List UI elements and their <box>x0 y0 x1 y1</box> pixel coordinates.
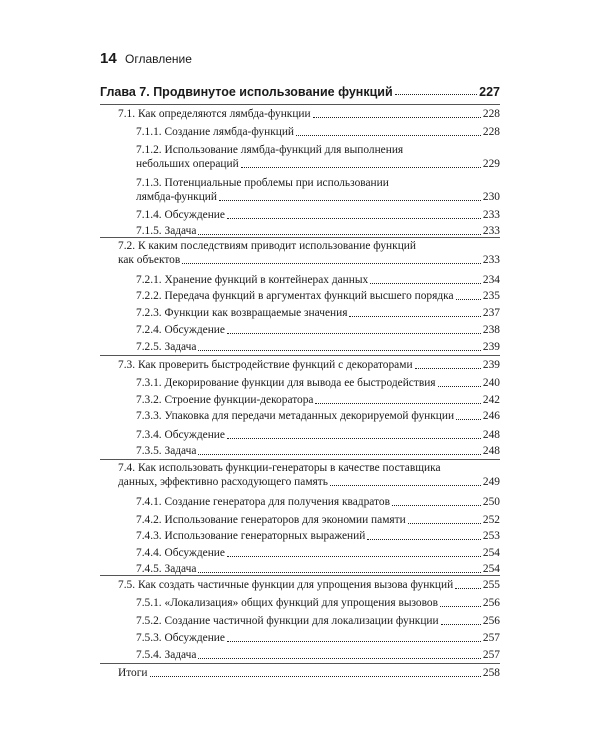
toc-section-entry <box>100 104 500 122</box>
entry-page-number: 235 <box>482 290 500 302</box>
dot-leader <box>198 658 480 659</box>
entry-page-number: 255 <box>482 579 500 591</box>
toc-section-entry <box>100 575 500 593</box>
entry-page-number: 246 <box>482 410 500 422</box>
entry-row <box>136 444 500 458</box>
entry-text-cont: небольших операций <box>136 158 239 170</box>
entry-text: Потенциальные проблемы при использовании <box>164 177 389 189</box>
entry-page-number: 239 <box>482 341 500 353</box>
entry-number: 7.5.2. <box>136 615 162 627</box>
dot-leader <box>440 606 481 607</box>
entry-page-number: 248 <box>482 429 500 441</box>
entry-row <box>118 475 500 489</box>
entry-text: Обсуждение <box>164 324 225 336</box>
dot-leader <box>227 556 481 557</box>
entry-row <box>136 495 500 509</box>
entry-text: Упаковка для передачи метаданных декорируемой функции <box>164 410 455 422</box>
entry-number: 7.4.1. <box>136 496 162 508</box>
entry-title-line2 <box>118 476 328 489</box>
entry-row <box>136 157 500 171</box>
entry-title-line2 <box>118 254 180 267</box>
entry-number: 7.3.4. <box>136 429 162 441</box>
entry-number: 7.5. <box>118 579 136 591</box>
entry-page-number: 240 <box>482 377 500 389</box>
entry-row <box>136 428 500 442</box>
entry-text: Использование лямбда-функций для выполнения <box>164 144 404 156</box>
entry-text: Декорирование функции для вывода ее быстродействия <box>164 377 436 389</box>
dot-leader <box>330 485 481 486</box>
entry-page-number: 230 <box>482 191 500 203</box>
entry-title <box>136 377 436 390</box>
entry-row <box>136 306 500 320</box>
entry-title-line1 <box>136 144 500 157</box>
dot-leader <box>441 624 481 625</box>
entry-title <box>136 649 196 662</box>
entry-row <box>136 273 500 287</box>
entry-text: Строение функции-декоратора <box>164 394 314 406</box>
dot-leader <box>408 523 481 524</box>
entry-row <box>118 666 500 680</box>
toc-subsection-entry <box>100 406 500 424</box>
entry-row <box>136 224 500 238</box>
entry-row <box>136 125 500 139</box>
toc-section-entry <box>100 459 500 491</box>
dot-leader <box>349 316 480 317</box>
entry-text: Обсуждение <box>164 547 225 559</box>
toc-subsection-entry <box>100 441 500 459</box>
entry-title <box>136 530 365 543</box>
dot-leader <box>227 438 481 439</box>
entry-page-number: 237 <box>482 307 500 319</box>
toc-subsection-entry <box>100 593 500 611</box>
entry-page-number: 258 <box>482 667 500 679</box>
entry-number: 7.4.3. <box>136 530 162 542</box>
entry-text: Как проверить быстродействие функций с декораторами <box>137 359 413 371</box>
toc-subsection-entry <box>100 526 500 544</box>
entry-text: Задача <box>164 445 197 457</box>
entry-text: Обсуждение <box>164 209 225 221</box>
rule-gap <box>100 664 118 676</box>
dot-leader <box>198 454 480 455</box>
toc-subsection-entry <box>100 320 500 338</box>
entry-page-number: 229 <box>482 158 500 170</box>
entry-title <box>136 496 390 509</box>
dot-leader <box>227 333 481 334</box>
entry-number: 7.3. <box>118 359 136 371</box>
entry-number: 7.2.4. <box>136 324 162 336</box>
entry-title <box>136 324 225 337</box>
entry-title <box>136 341 196 354</box>
dot-leader <box>241 167 481 168</box>
entry-number: 7.1.3. <box>136 177 162 189</box>
rule-gap <box>100 576 118 588</box>
entry-number: 7.4.5. <box>136 563 162 575</box>
entry-row <box>136 562 500 576</box>
entry-row <box>136 376 500 390</box>
rule-gap <box>100 238 118 250</box>
entry-text-cont: лямбда-функций <box>136 191 217 203</box>
entry-row <box>136 340 500 354</box>
entry-row <box>136 393 500 407</box>
entry-number: 7.3.5. <box>136 445 162 457</box>
entry-text: Использование генераторов для экономии памяти <box>164 514 406 526</box>
entry-row <box>136 596 500 610</box>
entry-text: Как использовать функции-генераторы в качестве поставщика <box>137 462 441 474</box>
entry-row <box>136 631 500 645</box>
dot-leader <box>315 403 480 404</box>
entry-text: Задача <box>164 225 197 237</box>
entry-text: Использование генераторных выражений <box>164 530 366 542</box>
dot-leader <box>456 419 481 420</box>
dot-leader <box>296 135 481 136</box>
entry-page-number: 256 <box>482 597 500 609</box>
toc-subsection-entry <box>100 303 500 321</box>
entry-number: 7.4.4. <box>136 547 162 559</box>
chapter-title: Глава 7. Продвинутое использование функций <box>100 85 393 99</box>
entry-row <box>136 190 500 204</box>
entry-number: 7.2. <box>118 240 136 252</box>
entry-title-line1 <box>118 462 500 475</box>
dot-leader <box>392 505 481 506</box>
dot-leader <box>395 94 477 95</box>
entry-title <box>136 290 454 303</box>
dot-leader <box>219 200 481 201</box>
entry-text: Обсуждение <box>164 632 225 644</box>
entry-row <box>136 323 500 337</box>
toc-section-entry <box>100 663 500 681</box>
entry-number: 7.5.3. <box>136 632 162 644</box>
entry-page-number: 254 <box>482 563 500 575</box>
entry-page-number: 233 <box>482 254 500 266</box>
entry-row <box>136 648 500 662</box>
entry-number: 7.2.1. <box>136 274 162 286</box>
entry-text: К каким последствиям приводит использование функций <box>137 240 416 252</box>
entry-page-number: 234 <box>482 274 500 286</box>
rule-gap <box>100 356 118 368</box>
dot-leader <box>370 283 481 284</box>
entry-text: Задача <box>164 341 197 353</box>
entry-row <box>136 289 500 303</box>
page-number: 14 <box>100 50 117 67</box>
entry-text: Функции как возвращаемые значения <box>164 307 348 319</box>
entry-row <box>118 578 500 592</box>
toc-subsection-entry <box>100 141 500 173</box>
entry-title <box>136 307 347 320</box>
entry-title <box>136 445 196 458</box>
entry-page-number: 257 <box>482 632 500 644</box>
dot-leader <box>198 350 480 351</box>
entry-page-number: 252 <box>482 514 500 526</box>
dot-leader <box>227 218 481 219</box>
entry-row <box>136 529 500 543</box>
entry-page-number: 228 <box>482 126 500 138</box>
toc-subsection-entry <box>100 174 500 206</box>
entry-number: 7.1.4. <box>136 209 162 221</box>
entry-title <box>136 632 225 645</box>
entry-text: Задача <box>164 563 197 575</box>
entry-row <box>136 614 500 628</box>
entry-text: Создание лямбда-функций <box>164 126 295 138</box>
dot-leader <box>313 117 481 118</box>
entry-page-number: 253 <box>482 530 500 542</box>
toc-subsection-entry <box>100 337 500 355</box>
entry-number: 7.5.4. <box>136 649 162 661</box>
entry-page-number: 228 <box>482 108 500 120</box>
toc-subsection-entry <box>100 645 500 663</box>
entry-title-line1 <box>118 240 500 253</box>
entry-text: Хранение функций в контейнерах данных <box>164 274 369 286</box>
rule-gap <box>100 460 118 472</box>
entry-number: 7.3.1. <box>136 377 162 389</box>
entry-number: 7.3.2. <box>136 394 162 406</box>
entry-number: 7.1.1. <box>136 126 162 138</box>
entry-text-cont: как объектов <box>118 254 181 266</box>
entry-number: 7.1.5. <box>136 225 162 237</box>
entry-number: 7.2.5. <box>136 341 162 353</box>
entry-title-line1 <box>136 177 500 190</box>
running-title: Оглавление <box>125 52 192 66</box>
entry-text: Как создать частичные функции для упрощения вызова функций <box>137 579 454 591</box>
toc-subsection-entry <box>100 611 500 629</box>
entry-row <box>136 546 500 560</box>
entry-page-number: 239 <box>482 359 500 371</box>
entry-title-line2 <box>136 158 239 171</box>
dot-leader <box>367 539 481 540</box>
dot-leader <box>455 588 481 589</box>
dot-leader <box>415 368 481 369</box>
dot-leader <box>182 263 481 264</box>
entry-title <box>136 597 438 610</box>
dot-leader <box>150 676 481 677</box>
entry-row <box>118 107 500 121</box>
entry-page-number: 257 <box>482 649 500 661</box>
entry-title-line2 <box>136 191 217 204</box>
entry-title <box>118 579 453 592</box>
entry-text: Задача <box>164 649 197 661</box>
entry-title <box>136 615 439 628</box>
entry-text-cont: данных, эффективно расходующего память <box>118 476 328 488</box>
entry-page-number: 254 <box>482 547 500 559</box>
dot-leader <box>198 572 480 573</box>
toc-subsection-entry <box>100 122 500 140</box>
dot-leader <box>438 386 481 387</box>
entry-number: 7.4.2. <box>136 514 162 526</box>
entry-text: Обсуждение <box>164 429 225 441</box>
entry-text: Создание генератора для получения квадратов <box>164 496 390 508</box>
entry-page-number: 250 <box>482 496 500 508</box>
entry-title <box>136 410 454 423</box>
dot-leader <box>198 234 480 235</box>
entry-page-number: 249 <box>482 476 500 488</box>
toc-section-entry <box>100 355 500 373</box>
entry-title <box>118 108 311 121</box>
entry-number: 7.2.3. <box>136 307 162 319</box>
entry-row <box>136 513 500 527</box>
entry-number: 7.1.2. <box>136 144 162 156</box>
entry-page-number: 233 <box>482 225 500 237</box>
toc-subsection-entry <box>100 492 500 510</box>
entry-page-number: 248 <box>482 445 500 457</box>
entry-title <box>136 126 294 139</box>
entry-text: «Локализация» общих функций для упрощения вызовов <box>164 597 439 609</box>
dot-leader <box>227 641 481 642</box>
entry-number: 7.4. <box>118 462 136 474</box>
entry-number: 7.5.1. <box>136 597 162 609</box>
entry-page-number: 242 <box>482 394 500 406</box>
entry-page-number: 256 <box>482 615 500 627</box>
chapter-page-number: 227 <box>479 85 500 99</box>
entry-number: 7.2.2. <box>136 290 162 302</box>
entry-number: 7.1. <box>118 108 136 120</box>
entry-row <box>136 208 500 222</box>
entry-text: Итоги <box>118 667 148 679</box>
entry-page-number: 238 <box>482 324 500 336</box>
toc-section-entry <box>100 237 500 269</box>
dot-leader <box>456 299 481 300</box>
toc-subsection-entry <box>100 628 500 646</box>
entry-text: Как определяются лямбда-функции <box>137 108 311 120</box>
toc-subsection-entry <box>100 286 500 304</box>
entry-title <box>118 667 148 680</box>
entry-row <box>118 358 500 372</box>
entry-number: 7.3.3. <box>136 410 162 422</box>
entry-row <box>136 409 500 423</box>
entry-text: Создание частичной функции для локализации функции <box>164 615 439 627</box>
entry-title <box>118 359 413 372</box>
chapter-heading <box>100 85 500 99</box>
entry-text: Передача функций в аргументах функций высшего порядка <box>164 290 454 302</box>
toc-subsection-entry <box>100 373 500 391</box>
entry-row <box>118 253 500 267</box>
rule-gap <box>100 105 118 117</box>
entry-page-number: 233 <box>482 209 500 221</box>
